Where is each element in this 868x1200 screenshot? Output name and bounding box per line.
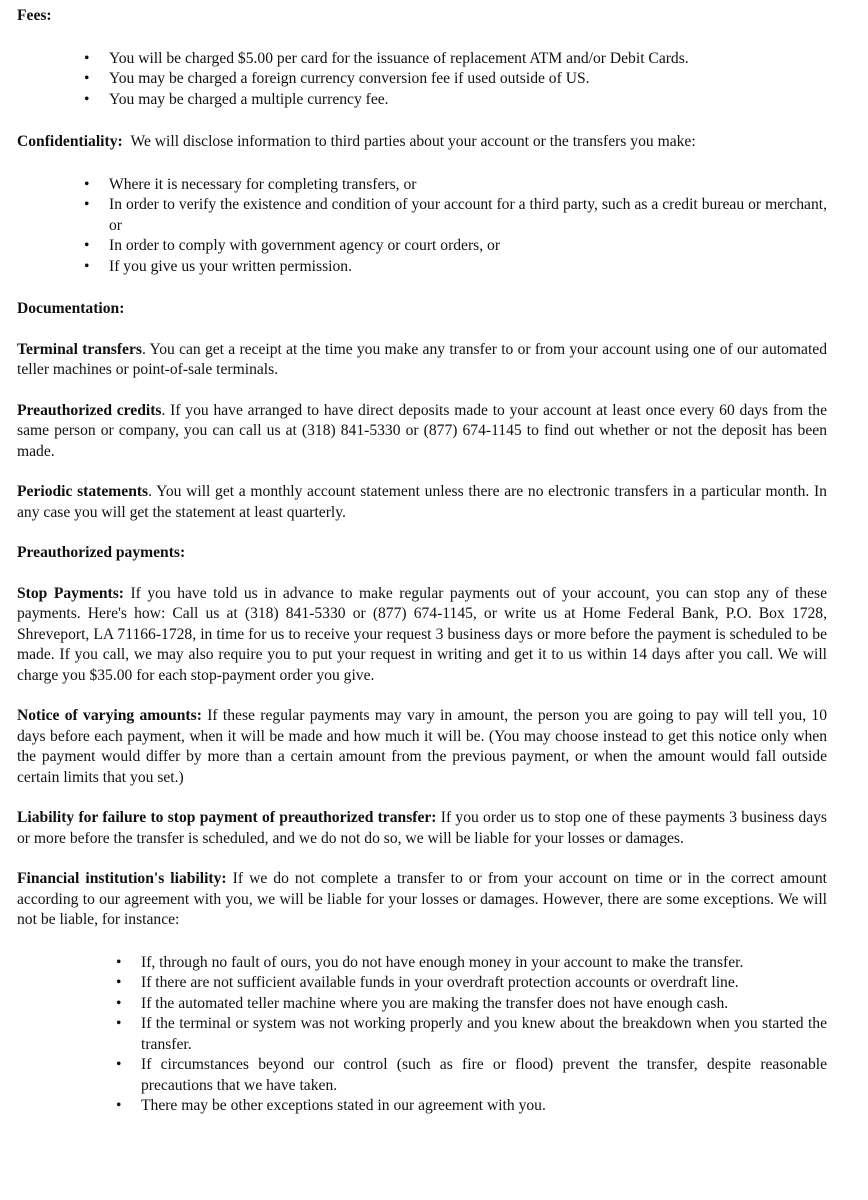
list-item: • In order to verify the existence and condition of your account for a third party, such as a credit bureau or merchant, or <box>109 195 827 236</box>
list-item: • There may be other exceptions stated in our agreement with you. <box>141 1096 827 1117</box>
list-item: • Where it is necessary for completing transfers, or <box>109 175 827 196</box>
periodic-statements-lead: Periodic statements <box>17 483 149 500</box>
list-item: • If you give us your written permission. <box>109 257 827 278</box>
preauthorized-payments-heading: Preauthorized payments: <box>17 544 186 561</box>
terminal-transfers-lead: Terminal transfers <box>17 340 142 358</box>
varying-amounts-lead: Notice of varying amounts: <box>17 707 202 724</box>
stop-payments-text: If you have told us in advance to make regular payments out of your account, you can stop any of these payments. Here's how: Call us at (318) 841-5330 or (877) 674-1145, or write us at Home Federal Bank, P.O. Box 1728, Shreveport, LA 71166-1728, in time for us to receive your request 3 business days or more before the payment is scheduled to be made. If you call, we may also require you to put your request in writing and get it to us within 14 days after you call. We will charge you $35.00 for each stop-payment order you give. <box>17 584 827 684</box>
list-item: • If the automated teller machine where you are making the transfer does not have enough cash. <box>141 994 827 1015</box>
confidentiality-lead: Confidentiality: <box>17 133 123 150</box>
confidentiality-text: We will disclose information to third parties about your account or the transfers you make: <box>130 133 696 150</box>
list-item: • If there are not sufficient available funds in your overdraft protection accounts or overdraft line. <box>141 973 827 994</box>
list-item: • In order to comply with government agency or court orders, or <box>109 236 827 257</box>
list-item: • You may be charged a multiple currency fee. <box>109 90 827 111</box>
list-item: • You will be charged $5.00 per card for the issuance of replacement ATM and/or Debit Cards. <box>109 49 827 70</box>
stop-payments-paragraph <box>17 584 827 687</box>
confidentiality-paragraph <box>17 132 827 153</box>
list-item: • If circumstances beyond our control (such as fire or flood) prevent the transfer, despite reasonable precautions that we have taken. <box>141 1055 827 1096</box>
institution-liability-text: If we do not complete a transfer to or from your account on time or in the correct amount according to our agreement with you, we will be liable for your losses or damages. However, there are some exceptions. We will not be liable, for instance: <box>17 870 827 928</box>
liability-exceptions-list <box>17 953 827 1117</box>
fees-heading: Fees: <box>17 7 52 24</box>
preauthorized-credits-paragraph <box>17 401 827 463</box>
list-item: • You may be charged a foreign currency conversion fee if used outside of US. <box>109 69 827 90</box>
preauthorized-credits-text: . If you have arranged to have direct deposits made to your account at least once every 60 days from the same person or company, you can call us at (318) 841-5330 or (877) 674-1145 to find out whether or not the deposit has been made. <box>17 401 827 460</box>
terminal-transfers-paragraph <box>17 340 827 381</box>
preauthorized-credits-lead: Preauthorized credits <box>17 401 162 419</box>
stop-payments-lead: Stop Payments: <box>17 584 124 602</box>
terminal-transfers-text: . You can get a receipt at the time you make any transfer to or from your account using one of our automated teller machines or point-of-sale terminals. <box>17 340 827 378</box>
institution-liability-paragraph <box>17 869 827 931</box>
stop-failure-liability-paragraph <box>17 808 827 849</box>
varying-amounts-paragraph <box>17 706 827 788</box>
list-item: • If the terminal or system was not working properly and you knew about the breakdown when you started the transfer. <box>141 1014 827 1055</box>
periodic-statements-paragraph <box>17 482 827 523</box>
fees-list <box>17 49 827 111</box>
stop-failure-liability-lead: Liability for failure to stop payment of preauthorized transfer: <box>17 809 437 826</box>
institution-liability-lead: Financial institution's liability: <box>17 870 227 887</box>
list-item: • If, through no fault of ours, you do not have enough money in your account to make the transfer. <box>141 953 827 974</box>
stop-failure-liability-text: If you order us to stop one of these payments 3 business days or more before the transfer is scheduled, and we do not do so, we will be liable for your losses or damages. <box>17 809 827 847</box>
varying-amounts-text: If these regular payments may vary in amount, the person you are going to pay will tell you, 10 days before each payment, when it will be made and how much it will be. (You may choose instead to get this notice only when the payment would differ by more than a certain amount from the previous payment, or when the amount would fall outside certain limits that you set.) <box>17 707 828 786</box>
periodic-statements-text: . You will get a monthly account statement unless there are no electronic transfers in a particular month. In any case you will get the statement at least quarterly. <box>17 483 827 521</box>
documentation-heading: Documentation: <box>17 300 125 317</box>
confidentiality-list <box>17 175 827 278</box>
